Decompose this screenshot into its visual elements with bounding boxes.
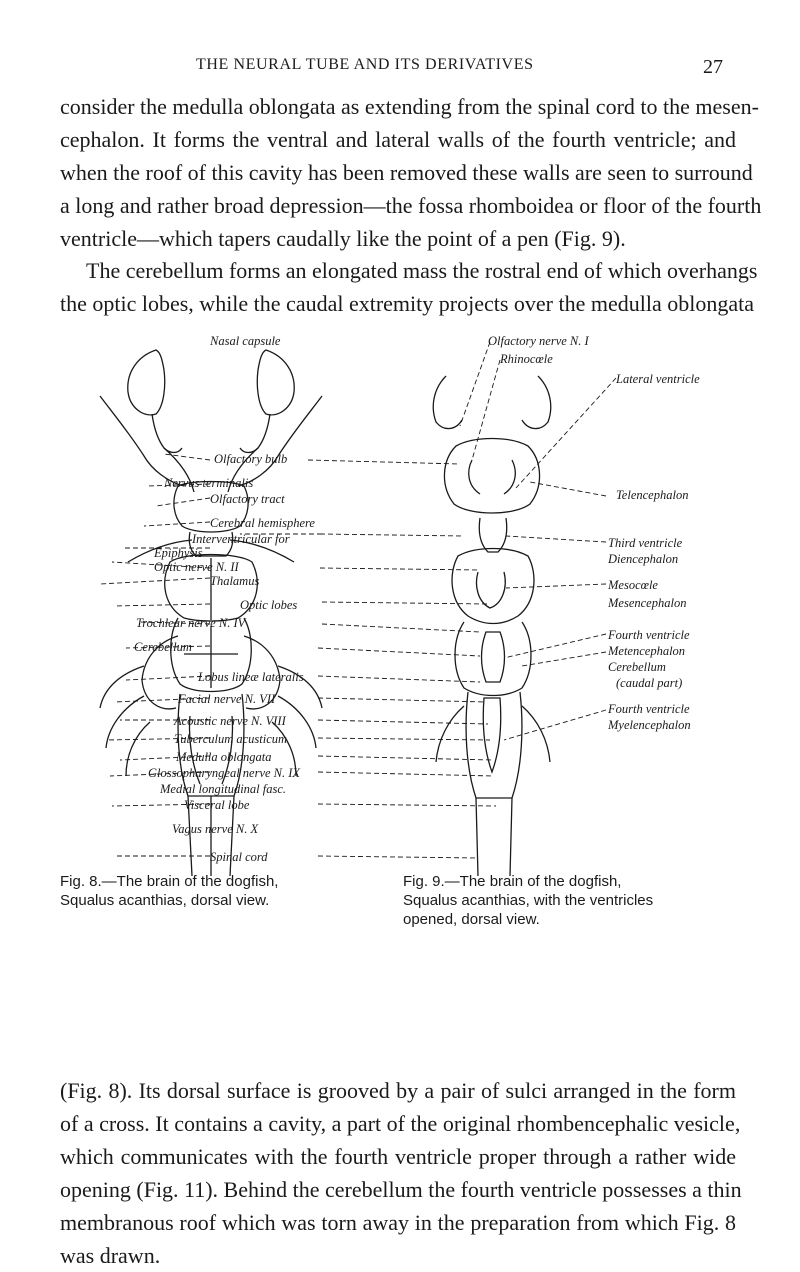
label-nasal-capsule: Nasal capsule — [210, 334, 281, 348]
lead-text: The — [86, 258, 126, 283]
label-optic-nerve: Optic nerve N. II — [154, 560, 239, 574]
label-mesocoele: Mesocœle — [608, 578, 658, 592]
text-line: when the roof of this cavity has been removed these walls are seen to surround — [60, 160, 753, 185]
label-tuberculum: Tuberculum acusticum — [174, 732, 288, 746]
label-medial-fasc: Medial longitudinal fasc. — [160, 782, 287, 796]
term-cerebellum: cerebellum — [125, 258, 224, 283]
spinal-cord-9 — [476, 798, 512, 876]
nasal-capsule-left — [128, 350, 165, 415]
label-cerebellum-8: Cerebellum — [134, 640, 192, 654]
label-nervus-terminalis: Nervus terminalis — [164, 476, 254, 490]
rhinocoele-left — [433, 376, 462, 429]
label-epiphysis: Epiphysis — [154, 546, 203, 560]
lateral-arm-right — [238, 396, 322, 486]
text-line: which communicates with the fourth ventricle proper through a rather wide — [60, 1144, 736, 1169]
olfactory-bulb-left — [152, 414, 182, 453]
label-metencephalon: Metencephalon — [608, 644, 686, 658]
mesencephalon — [452, 549, 534, 624]
label-thalamus: Thalamus — [210, 574, 260, 588]
label-olfactory-tract: Olfactory tract — [210, 492, 285, 506]
text-line: a long and rather broad depression—the fossa rhomboidea or floor of the fourth — [60, 193, 762, 218]
label-vagus-nerve: Vagus nerve N. X — [172, 822, 259, 836]
nerve-roots-9 — [436, 706, 550, 762]
label-mesencephalon: Mesencephalon — [608, 596, 687, 610]
label-glossopharyngeal: Glossopharyngeal nerve N. IX — [148, 766, 301, 780]
label-acoustic-nerve: Acoustic nerve N. VIII — [174, 714, 286, 728]
label-olfactory-nerve: Olfactory nerve N. I — [488, 334, 589, 348]
caption-fig9 — [403, 872, 743, 929]
label-telencephalon: Telencephalon — [616, 488, 689, 502]
label-cerebral-hemisphere: Cerebral hemisphere — [210, 516, 315, 530]
caption-line: opened, dorsal view. — [403, 911, 540, 928]
label-myelencephalon: Myelencephalon — [608, 718, 691, 732]
page-number: 27 — [703, 56, 723, 78]
label-trochlear-nerve: Trochlear nerve N. IV — [136, 616, 246, 630]
text-line — [60, 254, 758, 287]
caption-line: Fig. 8.—The brain of the dogfish, — [60, 873, 279, 890]
telencephalon — [444, 439, 539, 514]
paragraph-cerebellum-surface — [60, 1074, 742, 1272]
label-cerebellum-9: Cerebellum — [608, 660, 666, 674]
text-line: consider the medulla oblongata as extending from the spinal cord to the mesen- — [60, 94, 759, 119]
text-line: opening (Fig. 11). Behind the cerebellum the fourth ventricle possesses a thin — [60, 1177, 742, 1202]
label-lateral-ventricle: Lateral ventricle — [616, 372, 700, 386]
olfactory-bulb-right — [240, 414, 270, 453]
running-header — [0, 56, 800, 86]
label-third-ventricle: Third ventricle — [608, 536, 683, 550]
figure-dogfish-brains — [60, 336, 746, 876]
lateral-ventricle-left — [469, 460, 480, 494]
fourth-ventricle-rostral — [482, 632, 505, 682]
caption-line: Squalus acanthias, dorsal view. — [60, 892, 270, 909]
text-line: was drawn. — [60, 1243, 161, 1268]
label-fourth-ventricle-1: Fourth ventricle — [608, 628, 690, 642]
caption-fig8 — [60, 872, 360, 910]
text-line: ventricle—which tapers caudally like the point of a pen (Fig. 9). — [60, 226, 626, 251]
label-rhinocoele: Rhinocœle — [500, 352, 553, 366]
caption-line: Fig. 9.—The brain of the dogfish, — [403, 873, 622, 890]
rhinocoele-right — [522, 376, 551, 429]
label-lobus-lineae: Lobus lineæ lateralis — [198, 670, 304, 684]
label-diencephalon: Diencephalon — [608, 552, 679, 566]
caption-line: Squalus acanthias, with the ventricles — [403, 892, 654, 909]
text-line: membranous roof which was torn away in the preparation from which Fig. 8 — [60, 1210, 736, 1235]
paragraph-cerebellum — [60, 254, 758, 320]
lateral-ventricle-right — [504, 460, 515, 494]
text-line: of a cross. It contains a cavity, a part of the original rhombencephalic vesicle, — [60, 1111, 741, 1136]
text-line: (Fig. 8). Its dorsal surface is grooved by a pair of sulci arranged in the form — [60, 1078, 736, 1103]
metencephalon — [455, 622, 531, 696]
fourth-ventricle-caudal — [483, 698, 500, 772]
label-medulla-oblongata: Medulla oblongata — [176, 750, 272, 764]
running-title: THE NEURAL TUBE AND ITS DERIVATIVES — [196, 56, 534, 73]
text-fragment: forms an elongated mass the rostral end of which overhangs — [223, 258, 758, 283]
label-spinal-cord: Spinal cord — [210, 850, 268, 864]
myelencephalon — [466, 692, 522, 798]
label-fourth-ventricle-2: Fourth ventricle — [608, 702, 690, 716]
label-optic-lobes: Optic lobes — [240, 598, 298, 612]
lateral-arm-left — [100, 396, 184, 486]
mesocoele — [477, 572, 506, 608]
label-olfactory-bulb: Olfactory bulb — [214, 452, 288, 466]
paragraph-medulla — [60, 90, 762, 255]
nasal-capsule-right — [257, 350, 294, 415]
text-line: cephalon. It forms the ventral and lateral walls of the fourth ventricle; and — [60, 127, 736, 152]
label-visceral-lobe: Visceral lobe — [184, 798, 250, 812]
text-line: the optic lobes, while the caudal extremity projects over the medulla oblongata — [60, 291, 754, 316]
label-caudal-part: (caudal part) — [616, 676, 683, 690]
third-ventricle — [479, 518, 506, 552]
label-facial-nerve: Facial nerve N. VII — [178, 692, 276, 706]
label-interventricular-for: Interventricular for — [192, 532, 290, 546]
